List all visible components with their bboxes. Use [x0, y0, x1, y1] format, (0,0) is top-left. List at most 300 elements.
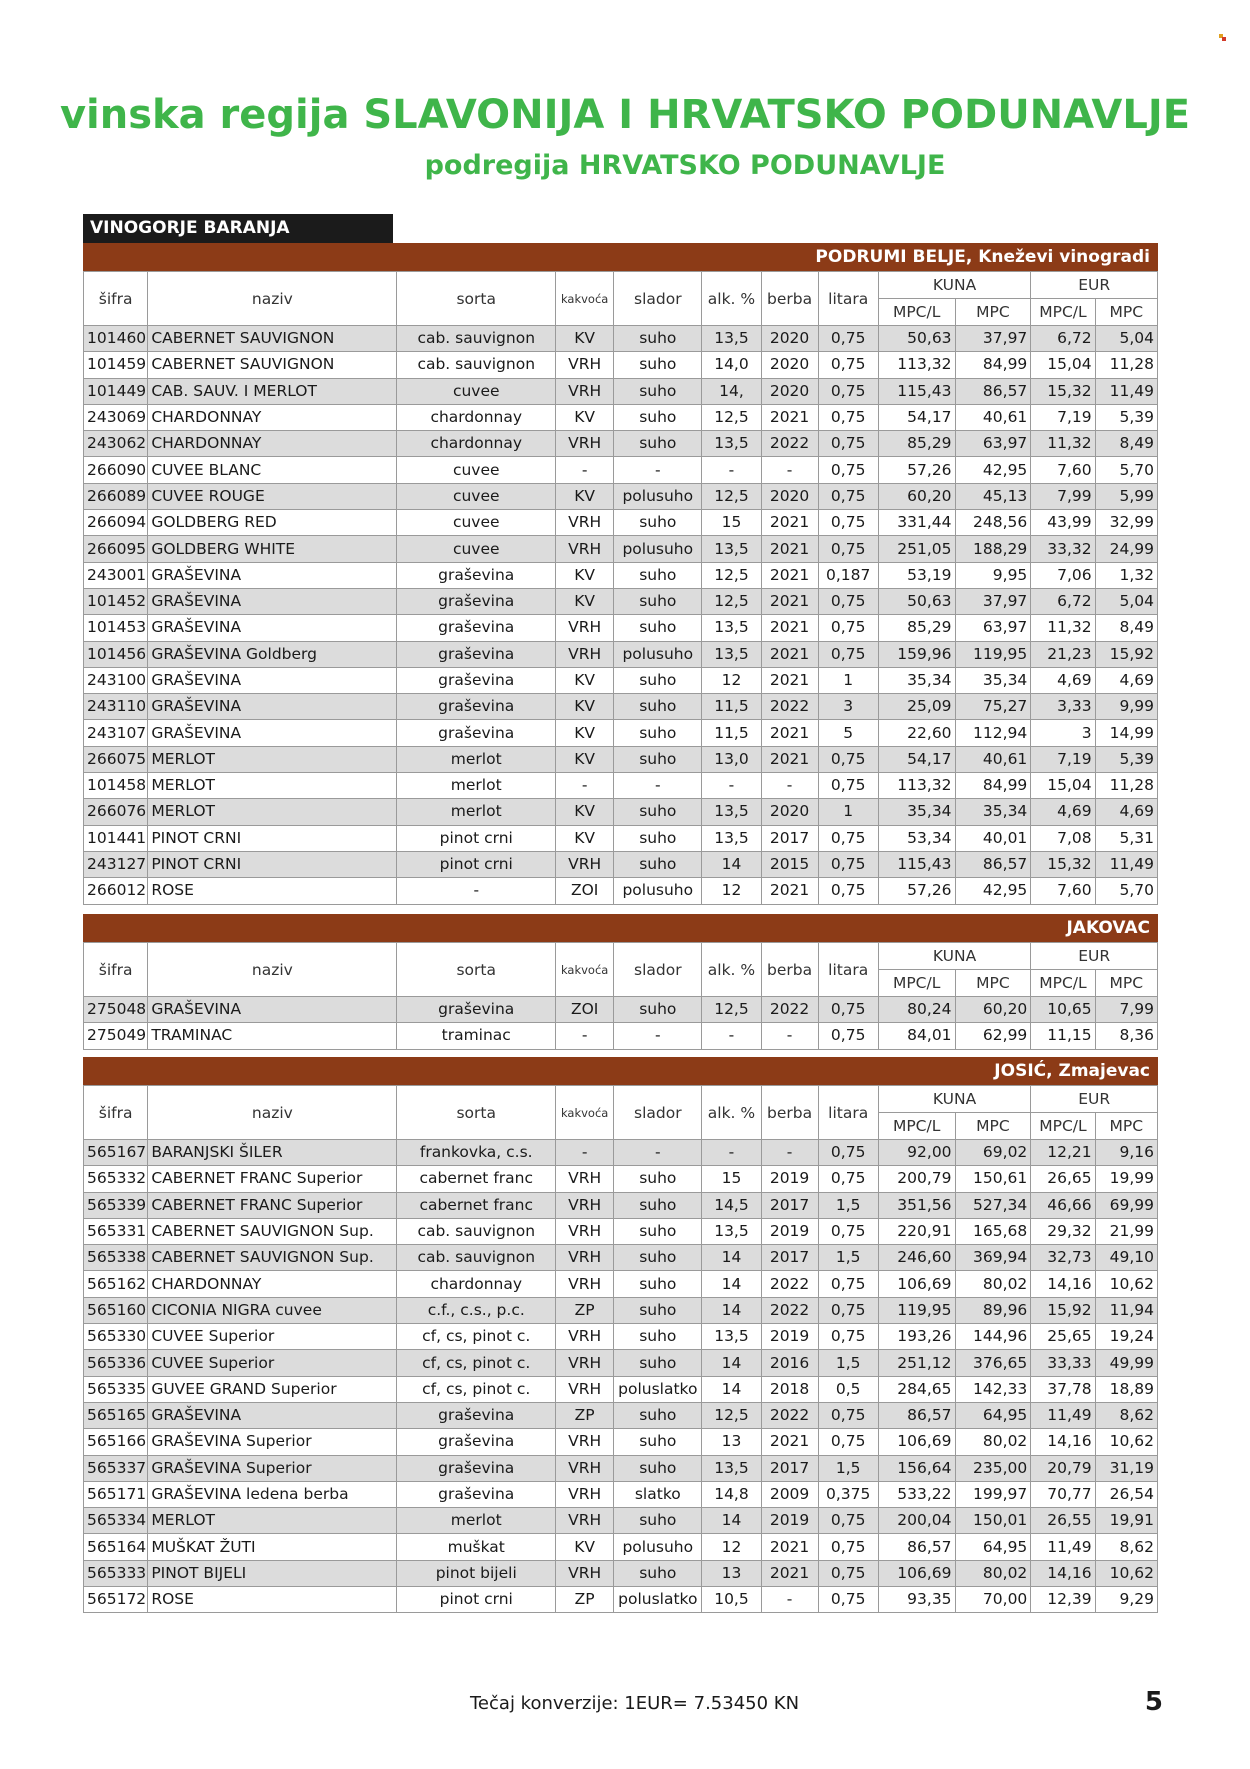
cell-eur-mpcl: 7,06: [1031, 562, 1095, 588]
table-row: [84, 878, 1158, 904]
cell-eur-mpcl: 15,32: [1031, 378, 1095, 404]
cell-litara: 0,75: [818, 1560, 878, 1586]
cell-sorta: graševina: [397, 1402, 556, 1428]
table-row: [84, 694, 1158, 720]
cell-eur-mpc: 5,04: [1095, 588, 1157, 614]
cell-sorta: cuvee: [397, 510, 556, 536]
table-row: [84, 404, 1158, 430]
cell-naziv: GOLDBERG WHITE: [148, 536, 397, 562]
cell-eur-mpc: 4,69: [1095, 667, 1157, 693]
column-header-sorta: sorta: [397, 943, 556, 997]
table-row: [84, 1350, 1158, 1376]
cell-kakvoca: VRH: [556, 352, 614, 378]
cell-litara: 0,75: [818, 1324, 878, 1350]
cell-sifra: 266090: [84, 457, 148, 483]
cell-berba: 2022: [761, 1271, 818, 1297]
cell-kakvoca: KV: [556, 799, 614, 825]
cell-naziv: PINOT BIJELI: [148, 1560, 397, 1586]
cell-slador: -: [614, 773, 702, 799]
cell-kuna-mpc: 40,61: [955, 746, 1031, 772]
cell-alk: 13,5: [702, 1324, 761, 1350]
cell-slador: suho: [614, 562, 702, 588]
cell-slador: suho: [614, 1218, 702, 1244]
table-row: [84, 641, 1158, 667]
cell-kakvoca: KV: [556, 562, 614, 588]
cell-sorta: chardonnay: [397, 404, 556, 430]
cell-berba: 2021: [761, 562, 818, 588]
cell-eur-mpcl: 33,33: [1031, 1350, 1095, 1376]
cell-kuna-mpc: 80,02: [955, 1560, 1031, 1586]
cell-eur-mpc: 49,99: [1095, 1350, 1157, 1376]
cell-slador: slatko: [614, 1481, 702, 1507]
cell-litara: 1: [818, 799, 878, 825]
cell-eur-mpc: 14,99: [1095, 720, 1157, 746]
cell-slador: suho: [614, 694, 702, 720]
cell-kakvoca: KV: [556, 326, 614, 352]
table-row: [84, 588, 1158, 614]
cell-litara: 0,75: [818, 1023, 878, 1049]
cell-kakvoca: VRH: [556, 536, 614, 562]
cell-kuna-mpcl: 85,29: [878, 431, 955, 457]
column-header-kuna-mpc: MPC: [955, 299, 1031, 326]
cell-eur-mpcl: 10,65: [1031, 997, 1095, 1023]
cell-kakvoca: KV: [556, 720, 614, 746]
column-header-alk: alk. %: [702, 1086, 761, 1140]
cell-kuna-mpc: 69,02: [955, 1140, 1031, 1166]
cell-naziv: GRAŠEVINA Superior: [148, 1455, 397, 1481]
cell-sifra: 266012: [84, 878, 148, 904]
cell-kuna-mpc: 199,97: [955, 1481, 1031, 1507]
cell-eur-mpcl: 7,60: [1031, 878, 1095, 904]
cell-eur-mpcl: 7,60: [1031, 457, 1095, 483]
cell-naziv: TRAMINAC: [148, 1023, 397, 1049]
cell-sorta: graševina: [397, 667, 556, 693]
cell-alk: 14,: [702, 378, 761, 404]
cell-slador: poluslatko: [614, 1376, 702, 1402]
table-row: [84, 536, 1158, 562]
cell-berba: 2019: [761, 1218, 818, 1244]
cell-sorta: cab. sauvignon: [397, 1245, 556, 1271]
cell-eur-mpc: 5,04: [1095, 326, 1157, 352]
cell-alk: 15: [702, 510, 761, 536]
wine-price-table: [83, 271, 1158, 905]
column-header-naziv: naziv: [148, 943, 397, 997]
cell-eur-mpcl: 37,78: [1031, 1376, 1095, 1402]
column-header-kuna-mpc: MPC: [955, 970, 1031, 997]
cell-alk: 14: [702, 1350, 761, 1376]
cell-kuna-mpcl: 533,22: [878, 1481, 955, 1507]
cell-alk: 12: [702, 667, 761, 693]
cell-alk: 13,5: [702, 1455, 761, 1481]
cell-eur-mpcl: 14,16: [1031, 1429, 1095, 1455]
cell-sifra: 266095: [84, 536, 148, 562]
cell-litara: 0,75: [818, 746, 878, 772]
column-header-sorta: sorta: [397, 1086, 556, 1140]
cell-slador: suho: [614, 615, 702, 641]
cell-sifra: 565171: [84, 1481, 148, 1507]
column-group-kuna: KUNA: [878, 272, 1031, 299]
table-row: [84, 457, 1158, 483]
cell-sorta: cab. sauvignon: [397, 352, 556, 378]
column-header-eur-mpcl: MPC/L: [1031, 970, 1095, 997]
table-row: [84, 851, 1158, 877]
cell-naziv: GRAŠEVINA: [148, 1402, 397, 1428]
table-row: [84, 1455, 1158, 1481]
cell-alk: 12,5: [702, 588, 761, 614]
column-header-kakvoca: kakvoća: [556, 943, 614, 997]
cell-litara: 1: [818, 667, 878, 693]
cell-alk: 13,5: [702, 825, 761, 851]
cell-naziv: CABERNET SAUVIGNON: [148, 352, 397, 378]
cell-slador: suho: [614, 1166, 702, 1192]
cell-sorta: cab. sauvignon: [397, 326, 556, 352]
cell-sorta: graševina: [397, 1429, 556, 1455]
cell-eur-mpcl: 70,77: [1031, 1481, 1095, 1507]
cell-slador: poluslatko: [614, 1587, 702, 1613]
cell-kuna-mpcl: 50,63: [878, 326, 955, 352]
cell-naziv: CUVEE Superior: [148, 1350, 397, 1376]
cell-sifra: 565339: [84, 1192, 148, 1218]
column-header-kuna-mpcl: MPC/L: [878, 299, 955, 326]
table-row: [84, 1218, 1158, 1244]
cell-sorta: graševina: [397, 615, 556, 641]
cell-kuna-mpc: 119,95: [955, 641, 1031, 667]
cell-naziv: GRAŠEVINA: [148, 667, 397, 693]
cell-eur-mpc: 9,99: [1095, 694, 1157, 720]
cell-kuna-mpcl: 25,09: [878, 694, 955, 720]
cell-slador: suho: [614, 431, 702, 457]
cell-eur-mpcl: 12,39: [1031, 1587, 1095, 1613]
cell-sorta: cf, cs, pinot c.: [397, 1350, 556, 1376]
cell-kakvoca: VRH: [556, 1508, 614, 1534]
cell-slador: polusuho: [614, 483, 702, 509]
cell-naziv: ROSE: [148, 878, 397, 904]
cell-berba: 2021: [761, 404, 818, 430]
cell-kuna-mpcl: 119,95: [878, 1297, 955, 1323]
producer-name: PODRUMI BELJE, Kneževi vinogradi: [83, 243, 1158, 271]
table-row: [84, 562, 1158, 588]
cell-litara: 0,75: [818, 431, 878, 457]
cell-alk: 11,5: [702, 720, 761, 746]
cell-kakvoca: -: [556, 457, 614, 483]
cell-kuna-mpcl: 92,00: [878, 1140, 955, 1166]
cell-eur-mpcl: 32,73: [1031, 1245, 1095, 1271]
cell-eur-mpc: 1,32: [1095, 562, 1157, 588]
cell-kuna-mpcl: 80,24: [878, 997, 955, 1023]
cell-eur-mpcl: 14,16: [1031, 1271, 1095, 1297]
cell-berba: 2022: [761, 997, 818, 1023]
cell-sorta: chardonnay: [397, 431, 556, 457]
table-row: [84, 746, 1158, 772]
cell-berba: 2017: [761, 1245, 818, 1271]
cell-kakvoca: VRH: [556, 1218, 614, 1244]
cell-alk: 12: [702, 1534, 761, 1560]
cell-eur-mpc: 19,24: [1095, 1324, 1157, 1350]
cell-naziv: GRAŠEVINA: [148, 694, 397, 720]
cell-alk: 13,5: [702, 1218, 761, 1244]
cell-kuna-mpcl: 57,26: [878, 457, 955, 483]
cell-litara: 0,75: [818, 1271, 878, 1297]
cell-kuna-mpcl: 200,04: [878, 1508, 955, 1534]
cell-sifra: 243069: [84, 404, 148, 430]
cell-kakvoca: VRH: [556, 641, 614, 667]
cell-slador: suho: [614, 378, 702, 404]
cell-kakvoca: -: [556, 1140, 614, 1166]
cell-kuna-mpc: 84,99: [955, 773, 1031, 799]
cell-kuna-mpc: 37,97: [955, 588, 1031, 614]
column-group-eur: EUR: [1031, 1086, 1158, 1113]
cell-naziv: MERLOT: [148, 773, 397, 799]
cell-kuna-mpc: 60,20: [955, 997, 1031, 1023]
cell-slador: suho: [614, 1402, 702, 1428]
column-header-slador: slador: [614, 272, 702, 326]
cell-alk: 12,5: [702, 997, 761, 1023]
cell-kakvoca: VRH: [556, 1192, 614, 1218]
cell-kakvoca: VRH: [556, 1560, 614, 1586]
cell-kuna-mpcl: 284,65: [878, 1376, 955, 1402]
cell-litara: 1,5: [818, 1455, 878, 1481]
cell-litara: 0,75: [818, 483, 878, 509]
producer-name: JOSIĆ, Zmajevac: [83, 1057, 1158, 1085]
cell-eur-mpc: 8,62: [1095, 1534, 1157, 1560]
table-row: [84, 1402, 1158, 1428]
cell-slador: suho: [614, 1271, 702, 1297]
cell-alk: 15: [702, 1166, 761, 1192]
cell-kakvoca: KV: [556, 667, 614, 693]
producer-section-belje: [83, 243, 1158, 905]
cell-sorta: merlot: [397, 773, 556, 799]
cell-kuna-mpcl: 57,26: [878, 878, 955, 904]
cell-slador: suho: [614, 588, 702, 614]
cell-kuna-mpc: 42,95: [955, 878, 1031, 904]
cell-kakvoca: ZP: [556, 1297, 614, 1323]
cell-kakvoca: VRH: [556, 1166, 614, 1192]
cell-litara: 0,75: [818, 773, 878, 799]
cell-eur-mpc: 10,62: [1095, 1271, 1157, 1297]
cell-alk: 14,8: [702, 1481, 761, 1507]
cell-eur-mpcl: 26,65: [1031, 1166, 1095, 1192]
cell-sifra: 565337: [84, 1455, 148, 1481]
cell-berba: 2017: [761, 825, 818, 851]
column-group-kuna: KUNA: [878, 943, 1031, 970]
cell-eur-mpc: 26,54: [1095, 1481, 1157, 1507]
cell-kuna-mpcl: 54,17: [878, 746, 955, 772]
cell-eur-mpc: 5,70: [1095, 457, 1157, 483]
cell-sifra: 243100: [84, 667, 148, 693]
cell-naziv: CICONIA NIGRA cuvee: [148, 1297, 397, 1323]
producer-name: JAKOVAC: [83, 914, 1158, 942]
cell-eur-mpc: 5,31: [1095, 825, 1157, 851]
page-number: 5: [1144, 1687, 1163, 1717]
cell-kuna-mpc: 35,34: [955, 667, 1031, 693]
cell-slador: polusuho: [614, 641, 702, 667]
cell-eur-mpc: 7,99: [1095, 997, 1157, 1023]
cell-litara: 1,5: [818, 1350, 878, 1376]
cell-kakvoca: VRH: [556, 1245, 614, 1271]
table-row: [84, 378, 1158, 404]
table-row: [84, 1560, 1158, 1586]
cell-eur-mpcl: 11,32: [1031, 431, 1095, 457]
cell-sorta: graševina: [397, 1481, 556, 1507]
cell-eur-mpc: 19,91: [1095, 1508, 1157, 1534]
cell-alk: 13,5: [702, 536, 761, 562]
cell-sifra: 565336: [84, 1350, 148, 1376]
column-header-naziv: naziv: [148, 1086, 397, 1140]
cell-eur-mpc: 4,69: [1095, 799, 1157, 825]
cell-kuna-mpcl: 251,05: [878, 536, 955, 562]
cell-litara: 0,75: [818, 352, 878, 378]
cell-berba: 2022: [761, 694, 818, 720]
cell-berba: 2021: [761, 1429, 818, 1455]
cell-berba: 2017: [761, 1455, 818, 1481]
cell-berba: 2020: [761, 799, 818, 825]
cell-kuna-mpc: 369,94: [955, 1245, 1031, 1271]
cell-naziv: CAB. SAUV. I MERLOT: [148, 378, 397, 404]
cell-alk: 12,5: [702, 562, 761, 588]
cell-eur-mpcl: 15,92: [1031, 1297, 1095, 1323]
producer-section-josic: [83, 1057, 1158, 1613]
cell-eur-mpc: 18,89: [1095, 1376, 1157, 1402]
cell-litara: 0,75: [818, 1508, 878, 1534]
cell-kuna-mpcl: 106,69: [878, 1560, 955, 1586]
cell-eur-mpcl: 11,49: [1031, 1534, 1095, 1560]
table-row: [84, 1587, 1158, 1613]
cell-eur-mpcl: 14,16: [1031, 1560, 1095, 1586]
cell-slador: suho: [614, 1508, 702, 1534]
cell-alk: -: [702, 1023, 761, 1049]
cell-sifra: 243062: [84, 431, 148, 457]
cell-eur-mpc: 11,28: [1095, 352, 1157, 378]
cell-sifra: 101458: [84, 773, 148, 799]
table-row: [84, 1166, 1158, 1192]
cell-naziv: ROSE: [148, 1587, 397, 1613]
table-row: [84, 773, 1158, 799]
table-row: [84, 1429, 1158, 1455]
cell-kakvoca: ZP: [556, 1402, 614, 1428]
cell-berba: 2019: [761, 1166, 818, 1192]
cell-kuna-mpcl: 113,32: [878, 773, 955, 799]
cell-kakvoca: KV: [556, 746, 614, 772]
cell-kuna-mpcl: 220,91: [878, 1218, 955, 1244]
cell-berba: 2017: [761, 1192, 818, 1218]
column-header-kakvoca: kakvoća: [556, 1086, 614, 1140]
cell-alk: 12,5: [702, 404, 761, 430]
cell-slador: suho: [614, 1192, 702, 1218]
cell-berba: 2009: [761, 1481, 818, 1507]
cell-kuna-mpcl: 106,69: [878, 1271, 955, 1297]
cell-kuna-mpcl: 113,32: [878, 352, 955, 378]
cell-slador: polusuho: [614, 1534, 702, 1560]
cell-naziv: MERLOT: [148, 746, 397, 772]
cell-sifra: 565335: [84, 1376, 148, 1402]
cell-berba: 2015: [761, 851, 818, 877]
cell-berba: -: [761, 773, 818, 799]
cell-litara: 0,75: [818, 326, 878, 352]
cell-kuna-mpcl: 60,20: [878, 483, 955, 509]
column-header-litara: litara: [818, 272, 878, 326]
cell-sifra: 565338: [84, 1245, 148, 1271]
table-row: [84, 799, 1158, 825]
cell-kuna-mpcl: 35,34: [878, 799, 955, 825]
cell-kakvoca: VRH: [556, 510, 614, 536]
cell-kuna-mpc: 42,95: [955, 457, 1031, 483]
cell-berba: -: [761, 1140, 818, 1166]
cell-eur-mpcl: 11,15: [1031, 1023, 1095, 1049]
cell-alk: 13,5: [702, 326, 761, 352]
cell-berba: 2019: [761, 1324, 818, 1350]
cell-sifra: 101459: [84, 352, 148, 378]
cell-kakvoca: VRH: [556, 1350, 614, 1376]
cell-kakvoca: KV: [556, 404, 614, 430]
table-row: [84, 1023, 1158, 1049]
cell-sifra: 275049: [84, 1023, 148, 1049]
table-row: [84, 1324, 1158, 1350]
cell-eur-mpc: 8,49: [1095, 615, 1157, 641]
cell-naziv: GRAŠEVINA: [148, 615, 397, 641]
cell-slador: polusuho: [614, 878, 702, 904]
cell-kuna-mpc: 235,00: [955, 1455, 1031, 1481]
cell-kuna-mpcl: 246,60: [878, 1245, 955, 1271]
cell-berba: 2021: [761, 615, 818, 641]
cell-sorta: graševina: [397, 694, 556, 720]
column-header-slador: slador: [614, 1086, 702, 1140]
cell-litara: 1,5: [818, 1245, 878, 1271]
subtitle-text: podregija HRVATSKO PODUNAVLJE: [424, 150, 946, 181]
cell-sorta: cabernet franc: [397, 1192, 556, 1218]
cell-slador: suho: [614, 997, 702, 1023]
cell-kuna-mpcl: 331,44: [878, 510, 955, 536]
cell-litara: 3: [818, 694, 878, 720]
cell-eur-mpcl: 3,33: [1031, 694, 1095, 720]
cell-kuna-mpc: 40,01: [955, 825, 1031, 851]
cell-litara: 0,75: [818, 641, 878, 667]
cell-litara: 0,75: [818, 825, 878, 851]
table-row: [84, 1534, 1158, 1560]
column-header-sifra: šifra: [84, 1086, 148, 1140]
cell-kuna-mpcl: 85,29: [878, 615, 955, 641]
cell-sorta: cuvee: [397, 483, 556, 509]
cell-kuna-mpc: 188,29: [955, 536, 1031, 562]
table-row: [84, 483, 1158, 509]
column-header-kuna-mpcl: MPC/L: [878, 1113, 955, 1140]
cell-litara: 0,75: [818, 588, 878, 614]
cell-litara: 0,75: [818, 1166, 878, 1192]
cell-litara: 0,75: [818, 615, 878, 641]
cell-kuna-mpcl: 84,01: [878, 1023, 955, 1049]
corner-marker-icon: [1219, 34, 1226, 41]
cell-eur-mpc: 5,99: [1095, 483, 1157, 509]
page-title: vinska regija SLAVONIJA I HRVATSKO PODUNAVLJE: [59, 92, 1191, 138]
cell-eur-mpc: 31,19: [1095, 1455, 1157, 1481]
cell-slador: suho: [614, 1455, 702, 1481]
table-row: [84, 352, 1158, 378]
cell-slador: suho: [614, 851, 702, 877]
cell-berba: 2021: [761, 1534, 818, 1560]
cell-kuna-mpc: 64,95: [955, 1402, 1031, 1428]
cell-eur-mpcl: 7,19: [1031, 746, 1095, 772]
cell-sorta: cab. sauvignon: [397, 1218, 556, 1244]
cell-alk: -: [702, 1140, 761, 1166]
cell-litara: 0,75: [818, 378, 878, 404]
cell-slador: suho: [614, 799, 702, 825]
cell-eur-mpcl: 15,04: [1031, 352, 1095, 378]
cell-slador: suho: [614, 326, 702, 352]
cell-slador: -: [614, 1023, 702, 1049]
cell-sorta: graševina: [397, 720, 556, 746]
table-row: [84, 1271, 1158, 1297]
cell-kuna-mpcl: 86,57: [878, 1402, 955, 1428]
region-label: VINOGORJE BARANJA: [83, 214, 393, 243]
